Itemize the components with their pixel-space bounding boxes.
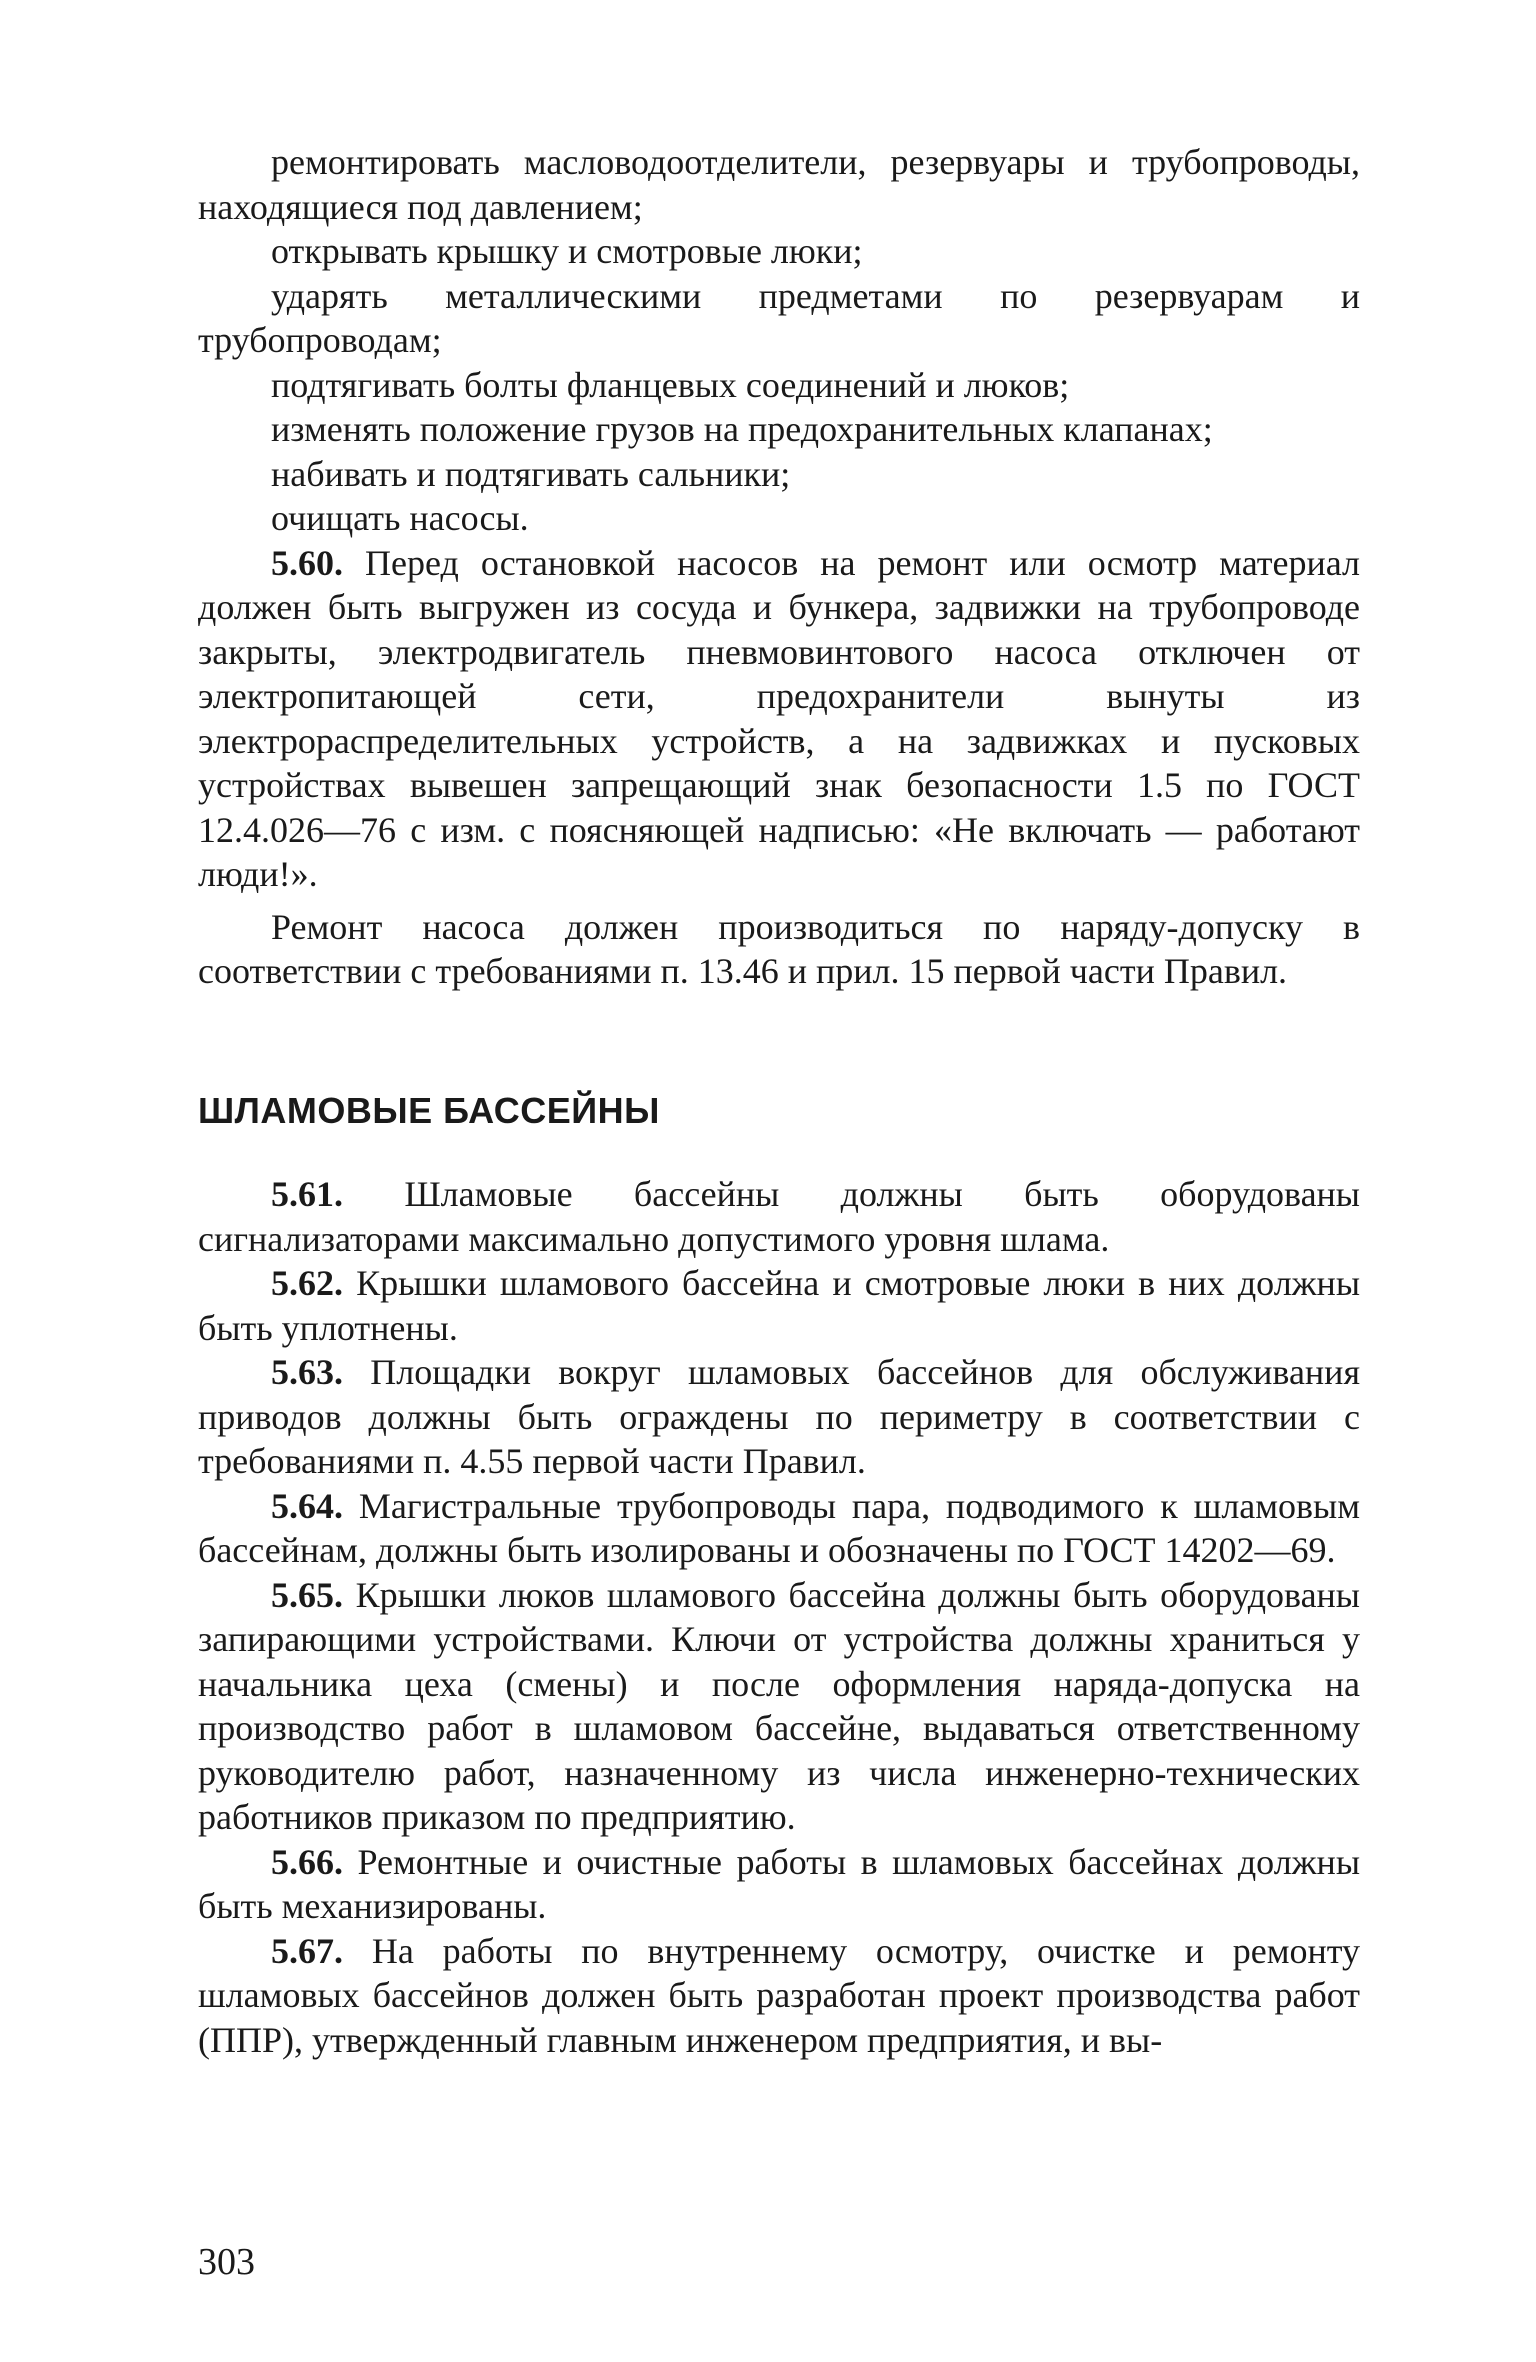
section-text: Перед остановкой насосов на ремонт или осмотр материал должен быть выгружен из сосуда и бункера, задвижки на трубопроводе закрыты, электродвигатель пневмовинтового насоса отключен от электропитающей сети, предохранители вынуты из электрораспределительных устройств, а на задвижках и пусковых устройствах вывешен запрещающий знак безопасности 1.5 по ГОСТ 12.4.026—76 с изм. с поясняющей надписью: «Не включать — работают люди!». bbox=[198, 542, 1361, 894]
section-5-65 bbox=[198, 1573, 1360, 1840]
section-number: 5.65. bbox=[271, 1574, 343, 1615]
repair-paragraph: Ремонт насоса должен производиться по наряду-допуску в соответствии с требованиями п. 13.46 и прил. 15 первой части Правил. bbox=[198, 906, 1360, 991]
section-5-64 bbox=[198, 1484, 1360, 1573]
sludge-pools-block bbox=[198, 1172, 1360, 2062]
section-text: На работы по внутреннему осмотру, очистке и ремонту шламовых бассейнов должен быть разработан проект производства работ (ППР), утвержденный главным инженером предприятия, и вы- bbox=[198, 1930, 1361, 2060]
list-item: изменять положение грузов на предохранительных клапанах; bbox=[271, 409, 1213, 449]
section-number: 5.66. bbox=[271, 1841, 343, 1882]
list-item: ударять металлическими предметами по резервуарам и трубопроводам; bbox=[198, 275, 1360, 360]
section-text: Шламовые бассейны должны быть оборудованы сигнализаторами максимально допустимого уровня шлама. bbox=[198, 1174, 1360, 1259]
section-number: 5.67. bbox=[271, 1930, 343, 1971]
prohibited-actions-block bbox=[198, 140, 1360, 994]
section-text: Магистральные трубопроводы пара, подводимого к шламовым бассейнам, должны быть изолированы и обозначены по ГОСТ 14202—69. bbox=[198, 1485, 1361, 1570]
section-number: 5.61. bbox=[271, 1174, 343, 1214]
list-item: набивать и подтягивать сальники; bbox=[271, 453, 791, 494]
section-5-67 bbox=[198, 1929, 1360, 2063]
section-number: 5.62. bbox=[271, 1263, 343, 1303]
section-number: 5.60. bbox=[271, 542, 343, 583]
section-5-66 bbox=[198, 1840, 1360, 1929]
section-text: Площадки вокруг шламовых бассейнов для обслуживания приводов должны быть ограждены по периметру в соответствии с требованиями п. 4.55 первой части Правил. bbox=[198, 1352, 1361, 1481]
section-5-61 bbox=[198, 1172, 1360, 1261]
list-item: подтягивать болты фланцевых соединений и люков; bbox=[271, 364, 1070, 405]
list-item: ремонтировать масловодоотделители, резервуары и трубопроводы, находящиеся под давлением; bbox=[198, 142, 1360, 227]
section-number: 5.63. bbox=[271, 1352, 343, 1392]
list-item: очищать насосы. bbox=[271, 498, 529, 538]
page-number: 303 bbox=[198, 2241, 255, 2283]
section-text: Крышки люков шламового бассейна должны быть оборудованы запирающими устройствами. Ключи от устройства должны храниться у начальника цеха (смены) и после оформления наряда-допуска на производство работ в шламовом бассейне, выдаваться ответственному руководителю работ, назначенному из числа инженерно-технических работников приказом по предприятию. bbox=[198, 1574, 1360, 1837]
section-text: Крышки шламового бассейна и смотровые люки в них должны быть уплотнены. bbox=[198, 1263, 1361, 1348]
section-heading: ШЛАМОВЫЕ БАССЕЙНЫ bbox=[198, 1090, 660, 1131]
section-number: 5.64. bbox=[271, 1485, 343, 1526]
section-5-60 bbox=[198, 541, 1360, 897]
section-5-63 bbox=[198, 1350, 1360, 1484]
section-5-62 bbox=[198, 1261, 1360, 1350]
list-item: открывать крышку и смотровые люки; bbox=[271, 231, 863, 271]
section-text: Ремонтные и очистные работы в шламовых бассейнах должны быть механизированы. bbox=[198, 1841, 1361, 1926]
